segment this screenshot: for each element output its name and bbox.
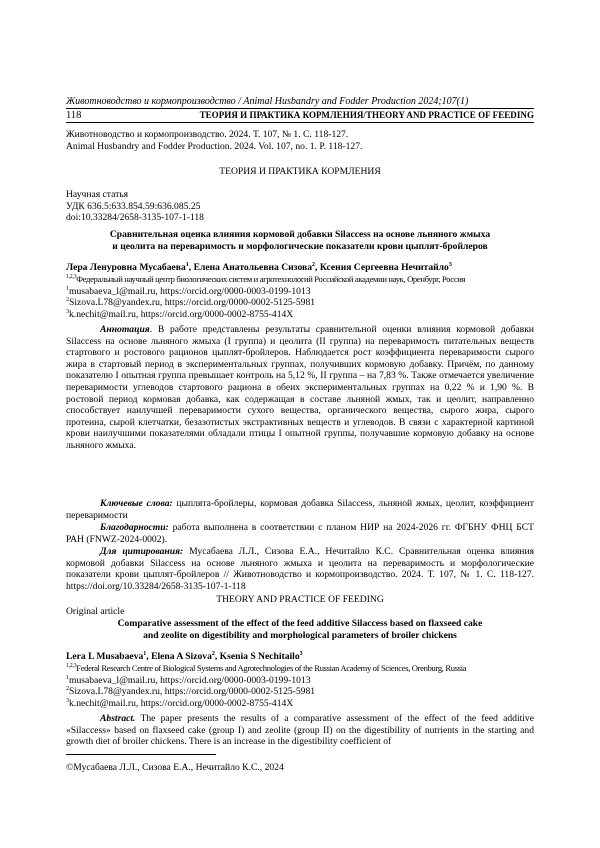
article-type-en: Original article: [66, 606, 125, 617]
author-sep: ,: [214, 651, 220, 662]
contact-ru-2: [66, 297, 534, 309]
contact-ru-1-text: musabaeva_l@mail.ru, https://orcid.org/0000-0003-0199-1013: [69, 285, 311, 297]
affiliation-ru: [66, 274, 534, 286]
author-ru-1: Лера Ленуровна Мусабаева: [66, 262, 186, 273]
affiliations-ru: [66, 274, 534, 320]
author-sep: ,: [188, 262, 194, 273]
keywords-ru: [66, 498, 534, 521]
contact-en-1-sup: 1: [66, 674, 69, 681]
contact-en-3-sup: 3: [66, 697, 69, 704]
contact-en-1-text: musabaeva_l@mail.ru, https://orcid.org/0000-0003-0199-1013: [69, 674, 311, 686]
citation-en: Animal Husbandry and Fodder Production. 2024. Vol. 107, no. 1. P. 118-127.: [66, 140, 363, 152]
contact-ru-1: [66, 286, 534, 298]
contact-ru-2-text: Sizova.L78@yandex.ru, https://orcid.org/0000-0002-5125-5981: [69, 297, 316, 309]
section-bar-label: ТЕОРИЯ И ПРАКТИКА КОРМЛЕНИЯ/THEORY AND PRACTICE OF FEEDING: [199, 110, 534, 120]
contact-ru-1-sup: 1: [66, 285, 69, 292]
abstract-en-label: Abstract.: [100, 713, 136, 724]
author-ru-2-sup: 2: [312, 261, 316, 268]
affiliation-en-sup: 1,2,3: [66, 663, 77, 670]
author-en-3: Ksenia S Nechitailo: [219, 651, 300, 662]
keywords-ru-label: Ключевые слова:: [100, 498, 173, 509]
page-number: 118: [66, 110, 82, 121]
abstract-ru-label: Аннотация: [100, 324, 150, 335]
affiliations-en: [66, 663, 534, 709]
affiliation-ru-text: Федеральный научный центр биологических систем и агротехнологий Российской академии наук, Оренбург, Россия: [76, 274, 466, 284]
affiliation-ru-sup: 1,2,3: [66, 274, 77, 281]
author-sep: ,: [315, 262, 320, 273]
title-en: [66, 618, 534, 641]
acknowledgments-ru-label: Благодарности:: [100, 522, 169, 533]
cite-ru-text: Мусабаева Л.Л., Сизова Е.А., Нечитайло К.С. Сравнительная оценка влияния кормовой добавки Silaccess на основе льняного жмыха и цеолита на переваримость и морфологические показатели крови цыплят-бройлеров // Животноводство и кормопроизводство. 2024. Т. 107, № 1. С. 118-127. https://doi.org/10.33284/2658-3135-107-1-118: [66, 546, 534, 592]
author-ru-3: Ксения Сергеевна Нечитайло: [319, 262, 449, 273]
contact-ru-2-sup: 2: [66, 297, 69, 303]
contact-en-3: [66, 698, 534, 710]
author-en-2-sup: 2: [211, 650, 215, 657]
running-title: Животноводство и кормопроизводство / Animal Husbandry and Fodder Production 2024;107(1): [66, 96, 469, 107]
section-heading-ru: ТЕОРИЯ И ПРАКТИКА КОРМЛЕНИЯ: [219, 166, 381, 177]
citation-block: [66, 129, 534, 152]
abstract-ru-text: . В работе представлены результаты сравнительной оценки влияния кормовой добавки Silaccess на основе льняного жмыха (I группа) и цеолита (II группа) на переваримость питательных веществ стартового и ростового рационов цыплят-бройлеров. Наблюдается рост коэффициента переваримости сырого жира в стартовый период в экспериментальных группах, получивших кормовую добавку. Причём, по данному показателю I опытная группа превышает контроль на 5,12 %, II группа – на 7,83 %. Также отмечается увеличение переваримости углеводов стартового рациона в обеих экспериментальных группах на 0,22 % и 1,90 %. В ростовой период кормовая добавка, как содержащая в составе льняной жмых, так и цеолит, направленно способствует наилучшей переваримости сухого вещества, органического вещества, сырого жира, сырого протеина, сырой клетчатки, безазотистых экстрактивных веществ и углеводов. В связи с характерной картиной крови наилучшими показателями обладали птицы I опытной группы, получавшие кормовую добавку на основе льняного жмыха.: [66, 324, 534, 451]
affiliation-en: [66, 663, 534, 675]
author-en-1: Lera L Musabaeva: [66, 651, 144, 662]
abstract-ru: [66, 324, 534, 452]
author-en-2: Elena A Sizova: [151, 651, 212, 662]
abstract-en-text: The paper presents the results of a comparative assessment of the effect of the feed additive «Silaccess» based on flaxseed cake (group I) and zeolite (group II) on the digestibility of nutrients in the starting and growth diet of broiler chickens. There is an increase in the digestibility coefficient of: [66, 713, 534, 748]
title-ru-line-1: Сравнительная оценка влияния кормовой добавки Silaccess на основе льняного жмыха: [109, 229, 491, 240]
author-en-3-sup: 3: [299, 650, 303, 657]
title-en-line-1: Comparative assessment of the effect of the feed additive Silaccess based on flaxseed cake: [117, 618, 483, 629]
citation-ru: Животноводство и кормопроизводство. 2024. Т. 107, № 1. С. 118-127.: [66, 129, 349, 140]
abstract-en: [66, 713, 534, 748]
copyright: ©Мусабаева Л.Л., Сизова Е.А., Нечитайло К.С., 2024: [66, 762, 284, 773]
acknowledgments-ru: [66, 522, 534, 545]
contact-en-2-sup: 2: [66, 686, 69, 692]
footnote-rule: [66, 754, 216, 755]
author-ru-2: Елена Анатольевна Сизова: [193, 262, 313, 273]
affiliation-en-text: Federal Research Centre of Biological Systems and Agrotechnologies of the Russian Academy of Sciences, Orenburg, Russia: [76, 663, 467, 673]
author-sep: ,: [146, 651, 152, 662]
article-meta-ru: [66, 189, 534, 224]
doi: doi:10.33284/2658-3135-107-1-118: [66, 212, 204, 224]
udc: УДК 636.5:633.854.59:636.085.25: [66, 200, 201, 212]
contact-en-1: [66, 675, 534, 687]
cite-ru: [66, 546, 534, 592]
title-ru: [66, 229, 534, 252]
section-bar: [66, 108, 534, 123]
contact-en-2: [66, 686, 534, 698]
contact-en-2-text: Sizova.L78@yandex.ru, https://orcid.org/0000-0002-5125-5981: [69, 686, 316, 698]
section-heading-en: THEORY AND PRACTICE OF FEEDING: [216, 594, 384, 605]
contact-ru-3: [66, 309, 534, 321]
contact-ru-3-sup: 3: [66, 308, 69, 315]
authors-ru: [66, 262, 534, 274]
title-ru-line-2: и цеолита на переваримость и морфологические показатели крови цыплят-бройлеров: [112, 240, 488, 252]
author-ru-1-sup: 1: [185, 261, 189, 268]
author-ru-3-sup: 3: [448, 261, 452, 268]
title-en-line-2: and zeolite on digestibility and morphological parameters of broiler chickens: [143, 629, 457, 641]
acknowledgments-ru-text: работа выполнена в соответствии с планом НИР на 2024-2026 гг. ФГБНУ ФНЦ БСТ РАН (FNWZ-2024-0002).: [66, 522, 534, 545]
article-type-ru: Научная статья: [66, 189, 129, 200]
cite-ru-label: Для цитирования:: [100, 546, 184, 557]
author-en-1-sup: 1: [143, 650, 147, 657]
authors-en: [66, 651, 534, 663]
keywords-ru-text: цыплята-бройлеры, кормовая добавка Silaccess, льняной жмых, цеолит, коэффициент переваримости: [66, 498, 534, 521]
contact-ru-3-text: k.nechit@mail.ru, https://orcid.org/0000-0002-8755-414X: [69, 308, 294, 320]
contact-en-3-text: k.nechit@mail.ru, https://orcid.org/0000-0002-8755-414X: [69, 697, 294, 709]
